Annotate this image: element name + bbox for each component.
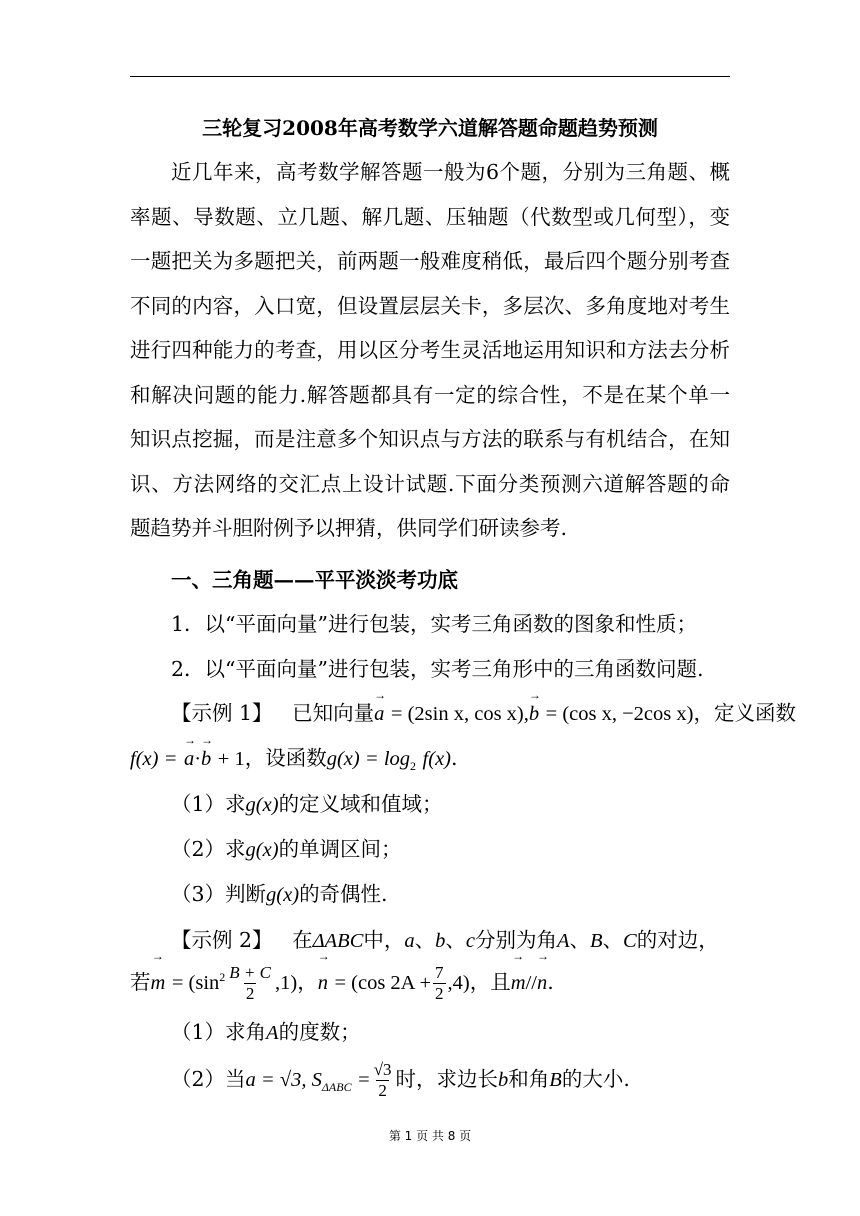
example2-question-2	[171, 1056, 630, 1103]
vector-m: → m	[511, 961, 526, 1005]
condition-expression: a = √3, S	[245, 1069, 322, 1091]
text: 的对边，	[636, 928, 719, 952]
example1-lead: 已知向量	[292, 701, 375, 725]
intro-paragraph: 近几年来，高考数学解答题一般为6个题，分别为三角题、概率题、导数题、立几题、解几题、压轴题（代数型或几何型），变一题把关为多题把关，前两题一般难度稍低，最后四个题分别考查不同的内容，入口宽，但设置层层关卡，多层次、多角度地对考生进行四种能力的考查，用以区分考生灵活地运用知识和方法去分析和解决问题的能力.解答题都具有一定的综合性，不是在某个单一知识点挖掘，而是注意多个知识点与方法的联系与有机结合，在知识、方法网络的交汇点上设计试题.下面分类预测六道解答题的命题趋势并斗胆附例予以押猜，供同学们研读参考.	[130, 160, 730, 540]
vector-b: → b	[529, 700, 539, 728]
example1-line2: f(x) = → a·→ b + 1，设函数$g(x) = \log_2 f(x)$.	[130, 744, 458, 773]
vector-n-open: = (cos 2A +	[334, 972, 432, 994]
page-footer: 第 1 页 共 8 页	[388, 1129, 472, 1143]
angle-b: B	[590, 930, 603, 952]
question-number: （1）求	[171, 792, 246, 816]
side-c: c	[465, 930, 475, 952]
angle-a: A	[266, 1022, 279, 1044]
example1-question-3	[171, 880, 388, 909]
vector-n-close: ,4)	[447, 972, 470, 994]
point-2: 2．以“平面向量”进行包装，实考三角形中的三角函数问题.	[171, 657, 704, 681]
separator: 、	[569, 928, 591, 952]
question-expression: g(x)	[245, 839, 279, 861]
gx-definition: g(x) = log	[326, 748, 411, 770]
point-1: 1．以“平面向量”进行包装，实考三角函数的图象和性质；	[171, 612, 698, 636]
question-number: （3）判断	[171, 882, 267, 906]
sentence-end: .	[547, 970, 554, 994]
denominator: 2	[245, 984, 255, 1003]
question-expression: g(x)	[245, 794, 279, 816]
question-text: 的定义域和值域；	[278, 792, 443, 816]
side-b: b	[435, 930, 446, 952]
example1-question-1	[171, 790, 443, 819]
separator: 、	[602, 928, 624, 952]
equals: =	[358, 1069, 370, 1091]
section-heading: 一、三角题——平平淡淡考功底	[171, 568, 458, 592]
log-base: 2	[410, 759, 417, 774]
vector-a-definition: = (2sin x, cos x),	[390, 703, 529, 725]
fraction	[372, 1060, 394, 1101]
denominator: 2	[378, 1081, 387, 1100]
page-title: 三轮复习2008年高考数学六道解答题命题趋势预测	[202, 116, 658, 140]
numerator: √3	[373, 1060, 392, 1079]
fx-tail: + 1	[217, 748, 245, 770]
separator: 、	[414, 928, 436, 952]
example2-lead: 在	[292, 928, 313, 952]
question-number: （2）求	[171, 837, 246, 861]
vector-m: → m	[151, 961, 166, 1005]
vector-b-definition: = (cos x, −2cos x)	[545, 703, 694, 725]
vector-n: → n	[537, 961, 547, 1005]
define-function-text: ，定义函数	[693, 701, 796, 725]
separator: ，	[297, 970, 318, 994]
vector-n: → n	[318, 961, 328, 1005]
text: 中，	[363, 928, 405, 952]
area-subscript: ΔABC	[321, 1080, 352, 1095]
text: 分别为角	[474, 928, 557, 952]
fx-expression: f(x) =	[130, 748, 178, 770]
angle-a: A	[556, 930, 570, 952]
example1-question-2	[171, 835, 402, 864]
denominator: 2	[435, 984, 444, 1003]
vector-b: → b	[201, 745, 211, 773]
side-b: b	[498, 1069, 509, 1091]
triangle-abc: ΔABC	[312, 930, 364, 952]
question-text: 的单调区间；	[278, 837, 402, 861]
vector-a: → a	[374, 700, 384, 728]
text: 若	[130, 970, 151, 994]
parallel-symbol: //	[525, 972, 537, 994]
side-a: a	[404, 930, 415, 952]
question-text: 时，求边长	[395, 1067, 499, 1091]
example2-label: 【示例 2】	[171, 928, 273, 952]
sentence-end: .	[451, 746, 458, 770]
question-text: 的奇偶性.	[299, 882, 388, 906]
example2-line2	[130, 960, 554, 1005]
question-text: 的度数；	[278, 1020, 361, 1044]
angle-c: C	[623, 930, 637, 952]
set-function-text: ，设函数	[244, 746, 327, 770]
power: 2	[219, 970, 226, 985]
question-number: （1）求角	[171, 1020, 267, 1044]
fraction	[227, 963, 273, 1004]
question-number: （2）当	[171, 1067, 246, 1091]
numerator: 7	[435, 963, 444, 982]
vector-m-close: ,1)	[274, 972, 298, 994]
vector-m-open: = (sin	[171, 972, 220, 994]
vector-a: → a	[184, 745, 194, 773]
question-text: 的大小.	[561, 1067, 630, 1091]
header-rule	[130, 76, 730, 77]
angle-b: B	[549, 1069, 562, 1091]
text: ，且	[469, 970, 511, 994]
question-expression: g(x)	[266, 884, 300, 906]
separator: 、	[445, 928, 466, 952]
example1-line1	[171, 699, 796, 728]
example2-line1	[171, 926, 719, 955]
example2-question-1	[171, 1018, 361, 1047]
fraction	[433, 963, 446, 1004]
example1-label: 【示例 1】	[171, 701, 273, 725]
numerator: B + C	[229, 963, 271, 982]
gx-argument: f(x)	[422, 748, 451, 770]
question-text: 和角	[508, 1067, 550, 1091]
